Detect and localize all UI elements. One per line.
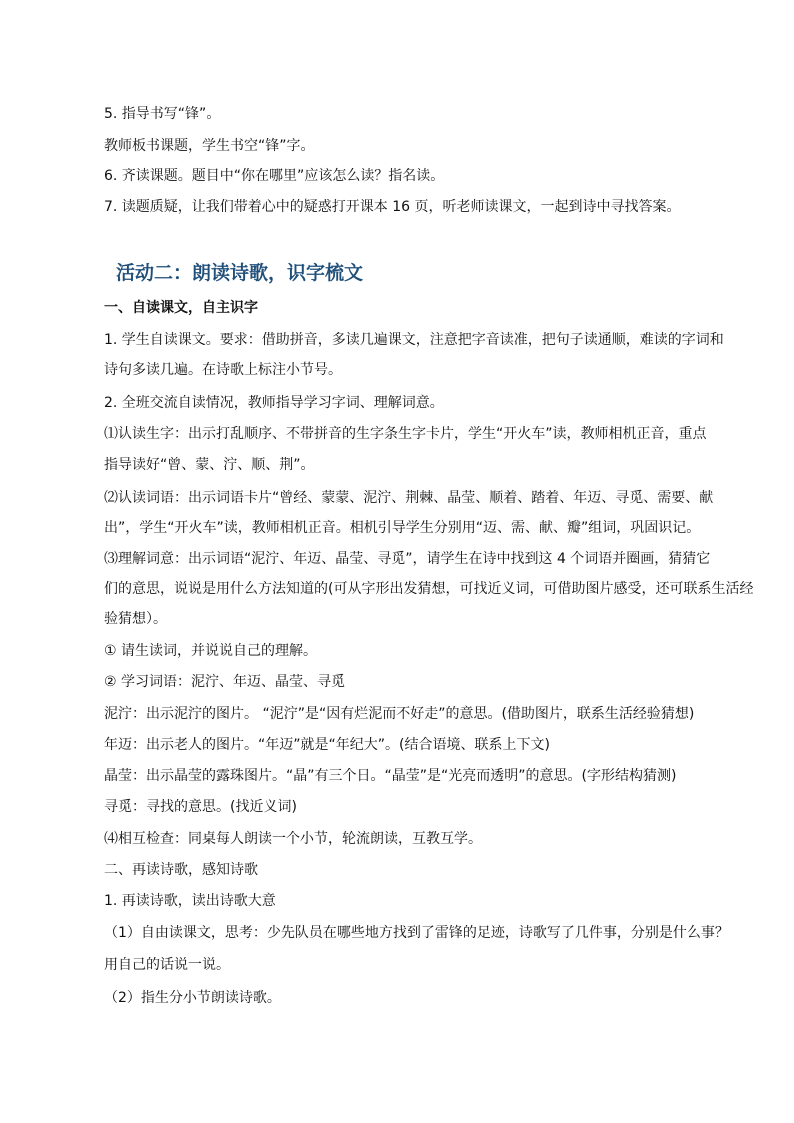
paragraph-line: 诗句多读几遍。在诗歌上标注小节号。 [104, 362, 342, 378]
step-6-line: 6. 齐读课题。题目中“你在哪里”应该怎么读？指名读。 [104, 168, 445, 184]
section-2-title: 二、再读诗歌，感知诗歌 [104, 862, 258, 878]
paragraph-line: （2）指生分小节朗读诗歌。 [104, 990, 281, 1006]
paragraph-line: 出”，学生“开火车”读，教师相机正音。相机引导学生分别用“迈、需、献、瓣”组词，巩固识记。 [104, 520, 701, 536]
paragraph-line: 2. 全班交流自读情况，教师指导学习字词、理解词意。 [104, 395, 444, 411]
section-1-title: 一、自读课文，自主识字 [104, 300, 258, 316]
step-5-line: 5. 指导书写“锋”。 [104, 106, 221, 122]
paragraph-line: ① 请生读词，并说说自己的理解。 [104, 643, 318, 659]
paragraph-line: 们的意思，说说是用什么方法知道的(可从字形出发猜想，可找近义词，可借助图片感受，还可联系生活经 [104, 581, 754, 597]
paragraph-line: ⑴认读生字：出示打乱顺序、不带拼音的生字条生字卡片，学生“开火车”读，教师相机正音，重点 [104, 426, 707, 442]
paragraph-line: 寻觅：寻找的意思。(找近义词) [104, 799, 297, 815]
paragraph-line: 用自己的话说一说。 [104, 957, 230, 973]
paragraph-line: 泥泞：出示泥泞的图片。 “泥泞”是“因有烂泥而不好走”的意思。(借助图片，联系生活经验猜想) [104, 706, 695, 722]
paragraph-line: （1）自由读课文，思考：少先队员在哪些地方找到了雷锋的足迹，诗歌写了几件事，分别是什么事？ [104, 925, 729, 941]
paragraph-line: ⑶理解词意：出示词语“泥泞、年迈、晶莹、寻觅”，请学生在诗中找到这 4 个词语并圈画，猜猜它 [104, 551, 711, 567]
paragraph-line: 年迈：出示老人的图片。“年迈”就是“年纪大”。(结合语境、联系上下文) [104, 737, 550, 753]
step-7-line: 7. 读题质疑，让我们带着心中的疑惑打开课本 16 页，听老师读课文，一起到诗中寻找答案。 [104, 199, 681, 215]
paragraph-line: ② 学习词语：泥泞、年迈、晶莹、寻觅 [104, 674, 345, 690]
paragraph-line: 晶莹：出示晶莹的露珠图片。“晶”有三个日。“晶莹”是“光亮而透明”的意思。(字形结构猜测) [104, 768, 677, 784]
paragraph-line: ⑷相互检查：同桌每人朗读一个小节，轮流朗读，互教互学。 [104, 831, 482, 847]
activity-title: 活动二：朗读诗歌，识字梳文 [116, 262, 364, 284]
paragraph-line: 指导读好“曾、蒙、泞、顺、荆”。 [104, 457, 315, 473]
paragraph-line: ⑵认读词语：出示词语卡片“曾经、蒙蒙、泥泞、荆棘、晶莹、顺着、踏着、年迈、寻觅、需要、献 [104, 490, 714, 506]
blackboard-line: 教师板书课题，学生书空“锋”字。 [104, 138, 315, 154]
paragraph-line: 验猜想）。 [104, 611, 167, 627]
paragraph-line: 1. 学生自读课文。要求：借助拼音，多读几遍课文，注意把字音读准，把句子读通顺，难读的字词和 [104, 332, 724, 348]
paragraph-line: 1. 再读诗歌，读出诗歌大意 [104, 893, 276, 909]
